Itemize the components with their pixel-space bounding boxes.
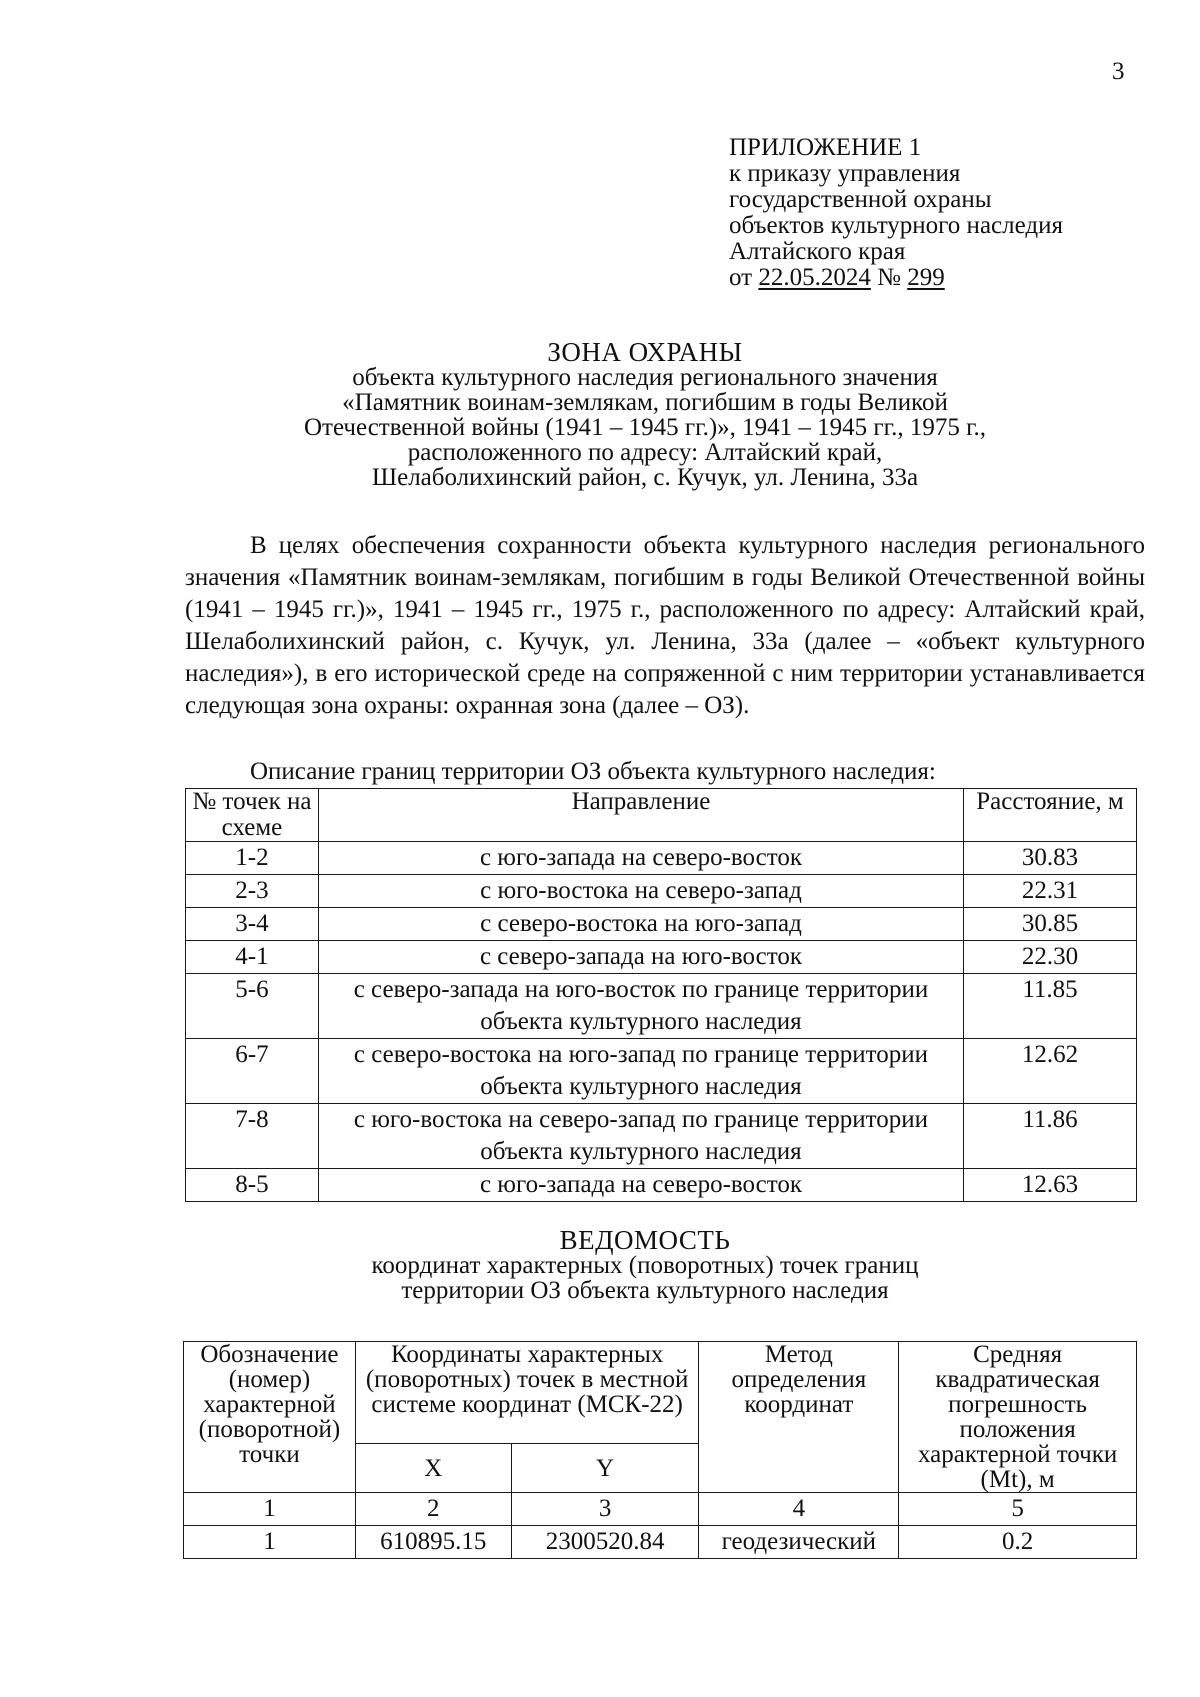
cell-points: 5-6	[186, 974, 319, 1039]
appendix-line: государственной охраны	[729, 186, 992, 213]
date-prefix: от	[729, 264, 759, 291]
cell-distance: 12.63	[964, 1169, 1137, 1202]
appendix-title: ПРИЛОЖЕНИЕ 1	[729, 134, 922, 161]
header-designation: Обозначение (номер) характерной (поворотной) точки	[184, 1342, 356, 1493]
boundary-table	[185, 788, 1137, 1202]
order-date: 22.05.2024	[758, 264, 871, 291]
table-header-row	[186, 789, 1137, 842]
column-number: 2	[355, 1493, 511, 1526]
cell-distance: 11.86	[964, 1104, 1137, 1169]
cell-points: 8-5	[186, 1169, 319, 1202]
table-row	[184, 1526, 1137, 1559]
appendix-block	[729, 135, 1169, 291]
cell-method: геодезический	[699, 1526, 899, 1559]
header-method: Метод определения координат	[699, 1342, 899, 1493]
zone-subtitle-line: Шелаболихинский район, с. Кучук, ул. Ленина, 33а	[371, 464, 919, 491]
appendix-line: Алтайского края	[729, 238, 906, 265]
header-distance: Расстояние, м	[964, 789, 1137, 842]
table-header-row	[184, 1342, 1137, 1444]
table-row	[186, 842, 1137, 875]
coordinates-table	[183, 1341, 1137, 1559]
body-paragraph: В целях обеспечения сохранности объекта культурного наследия регионального значения «Памятник воинам-землякам, погибшим в годы Великой Отечественной войны (1941 – 1945 гг.)», 1941 – 1945 гг., 1975 г., расположенного по адресу: Алтайский край, Шелаболихинский район, с. Кучук, ул. Ленина, 33а (далее – «объект культурного наследия»), в его исторической среде на сопряженной с ним территории устанавливается следующая зона охраны: охранная зона (далее – ОЗ).	[185, 532, 1145, 719]
zone-subtitle-line: расположенного по адресу: Алтайский край,	[407, 439, 883, 466]
cell-point: 1	[184, 1526, 356, 1559]
header-error: Средняя квадратическая погрешность положения характерной точки (Mt), м	[899, 1342, 1137, 1493]
cell-direction: с северо-запада на юго-восток по границе территории объекта культурного наследия	[318, 974, 963, 1039]
cell-points: 6-7	[186, 1039, 319, 1104]
number-prefix: №	[870, 264, 908, 291]
cell-distance: 30.83	[964, 842, 1137, 875]
cell-points: 7-8	[186, 1104, 319, 1169]
vedomost-subtitle-line: территории ОЗ объекта культурного наследия	[401, 1277, 889, 1304]
table-row	[186, 1104, 1137, 1169]
column-number: 3	[511, 1493, 699, 1526]
cell-direction: с северо-востока на юго-запад по границе территории объекта культурного наследия	[318, 1039, 963, 1104]
cell-direction: с северо-запада на юго-восток	[318, 941, 963, 974]
cell-distance: 30.85	[964, 908, 1137, 941]
cell-direction: с юго-востока на северо-запад по границе территории объекта культурного наследия	[318, 1104, 963, 1169]
cell-direction: с юго-запада на северо-восток	[318, 1169, 963, 1202]
zone-title: ЗОНА ОХРАНЫ	[547, 337, 743, 367]
cell-points: 1-2	[186, 842, 319, 875]
cell-points: 3-4	[186, 908, 319, 941]
table-row	[186, 1169, 1137, 1202]
cell-distance: 11.85	[964, 974, 1137, 1039]
boundary-table-caption: Описание границ территории ОЗ объекта культурного наследия:	[250, 758, 936, 785]
cell-direction: с северо-востока на юго-запад	[318, 908, 963, 941]
zone-heading	[185, 337, 1105, 491]
cell-distance: 22.31	[964, 875, 1137, 908]
cell-distance: 12.62	[964, 1039, 1137, 1104]
header-x: X	[355, 1444, 511, 1493]
zone-subtitle-line: Отечественной войны (1941 – 1945 гг.)», 1941 – 1945 гг., 1975 г.,	[303, 414, 987, 441]
column-number: 4	[699, 1493, 899, 1526]
appendix-date-line	[729, 265, 1169, 291]
table-row	[186, 974, 1137, 1039]
table-row	[186, 908, 1137, 941]
cell-direction: с юго-востока на северо-запад	[318, 875, 963, 908]
cell-points: 2-3	[186, 875, 319, 908]
column-number-row	[184, 1493, 1137, 1526]
header-direction: Направление	[318, 789, 963, 842]
zone-subtitle-line: объекта культурного наследия регионального значения	[352, 364, 938, 391]
table-row	[186, 1039, 1137, 1104]
cell-y: 2300520.84	[511, 1526, 699, 1559]
header-y: Y	[511, 1444, 699, 1493]
cell-distance: 22.30	[964, 941, 1137, 974]
appendix-line: объектов культурного наследия	[729, 212, 1063, 239]
vedomost-subtitle-line: координат характерных (поворотных) точек границ	[371, 1252, 919, 1279]
column-number: 5	[899, 1493, 1137, 1526]
column-number: 1	[184, 1493, 356, 1526]
page-number: 3	[1112, 58, 1125, 85]
appendix-line: к приказу управления	[729, 160, 961, 187]
vedomost-heading	[185, 1225, 1105, 1304]
cell-direction: с юго-запада на северо-восток	[318, 842, 963, 875]
cell-error: 0.2	[899, 1526, 1137, 1559]
zone-subtitle-line: «Памятник воинам-землякам, погибшим в годы Великой	[342, 389, 948, 416]
cell-points: 4-1	[186, 941, 319, 974]
cell-x: 610895.15	[355, 1526, 511, 1559]
vedomost-title: ВЕДОМОСТЬ	[559, 1225, 731, 1255]
header-coordinates: Координаты характерных (поворотных) точек в местной системе координат (МСК-22)	[355, 1342, 699, 1444]
order-number: 299	[907, 264, 945, 291]
table-row	[186, 875, 1137, 908]
header-points: № точек на схеме	[186, 789, 319, 842]
table-row	[186, 941, 1137, 974]
